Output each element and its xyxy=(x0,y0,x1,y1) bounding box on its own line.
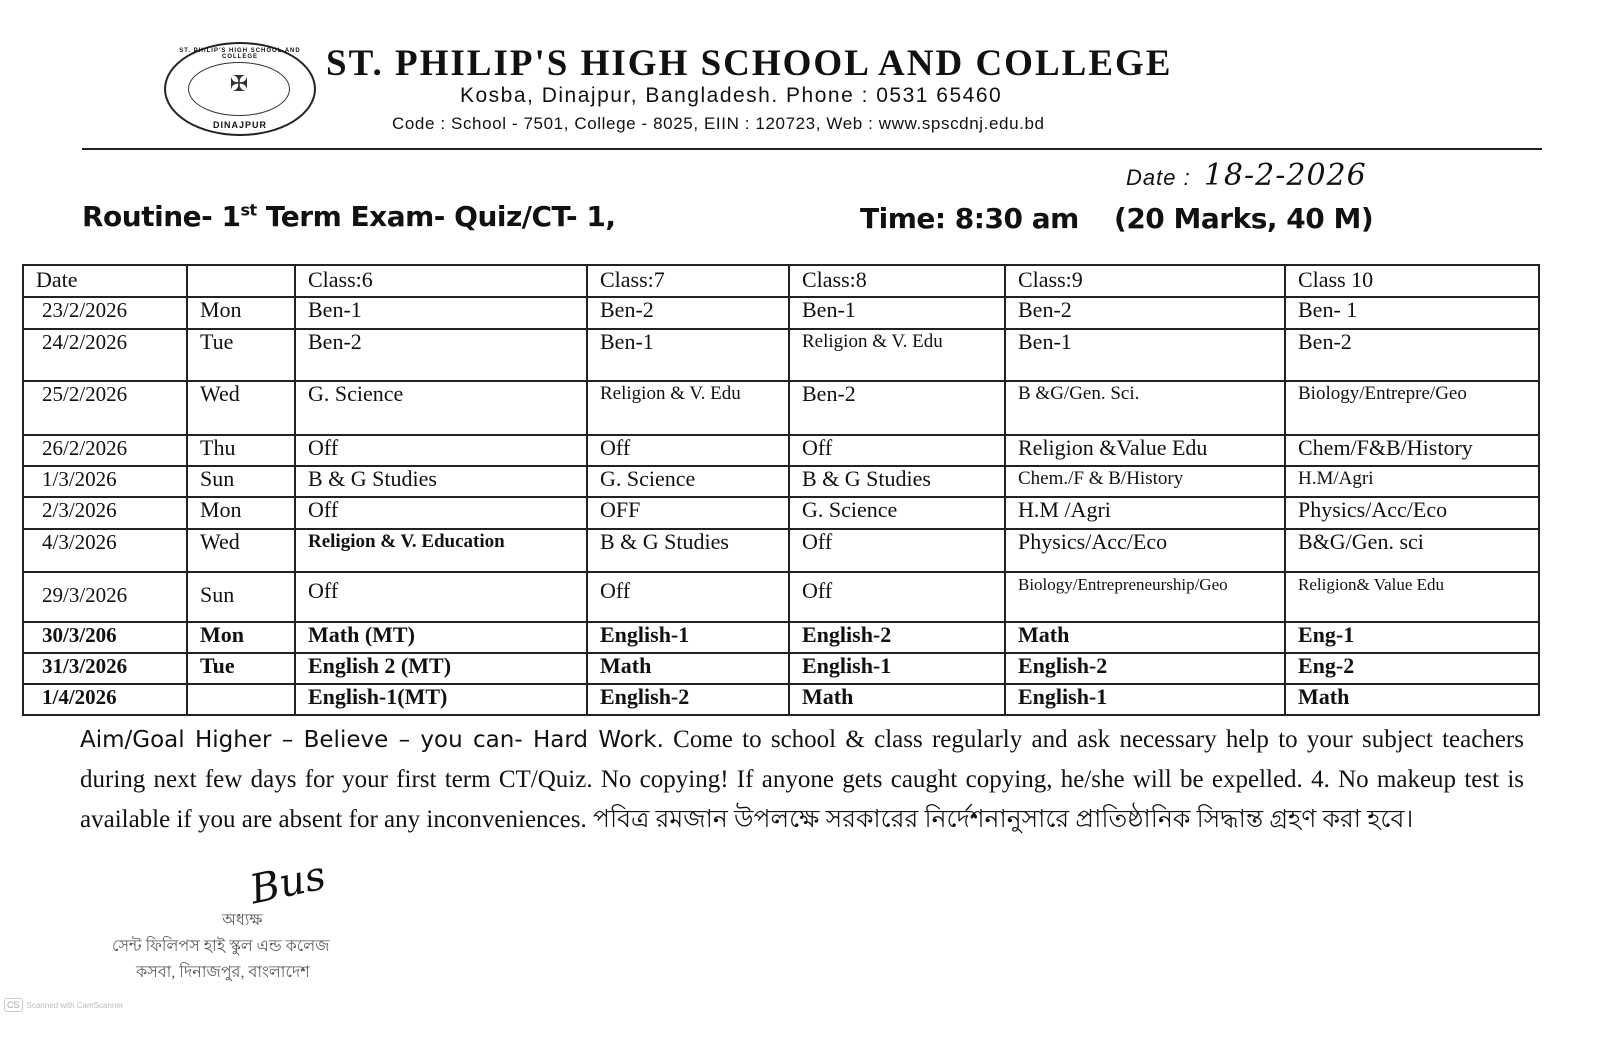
cell-class-8: B & G Studies xyxy=(789,466,1005,497)
cell-class-6: English-1(MT) xyxy=(295,684,587,715)
issue-date xyxy=(1126,158,1367,193)
header-date: Date xyxy=(23,265,187,297)
school-name: ST. PHILIP'S HIGH SCHOOL AND COLLEGE xyxy=(326,43,1173,84)
cell-class-9: Chem./F & B/History xyxy=(1005,466,1285,497)
cell-class-6: B & G Studies xyxy=(295,466,587,497)
cell-class-10: Chem/F&B/History xyxy=(1285,435,1539,466)
cell-day: Tue xyxy=(187,653,295,684)
cell-class-8: Math xyxy=(789,684,1005,715)
cell-date: 4/3/2026 xyxy=(23,529,187,572)
school-codes: Code : School - 7501, College - 8025, EIIN : 120723, Web : www.spscdnj.edu.bd xyxy=(392,114,1045,133)
cell-day: Thu xyxy=(187,435,295,466)
cell-day: Wed xyxy=(187,529,295,572)
cell-class-6: Off xyxy=(295,572,587,622)
cell-date: 23/2/2026 xyxy=(23,297,187,329)
motto-text: Aim/Goal Higher – Believe – you can- Hard Work. xyxy=(80,727,664,753)
cell-class-10: B&G/Gen. sci xyxy=(1285,529,1539,572)
header-divider xyxy=(82,148,1542,150)
table-row xyxy=(23,653,1539,684)
header-class-10: Class 10 xyxy=(1285,265,1539,297)
cell-class-8: Ben-2 xyxy=(789,381,1005,435)
table-row xyxy=(23,381,1539,435)
cell-class-6: English 2 (MT) xyxy=(295,653,587,684)
stamp-role: অধ্যক্ষ xyxy=(222,912,263,929)
cell-date: 2/3/2026 xyxy=(23,497,187,529)
cell-class-8: Off xyxy=(789,435,1005,466)
cell-class-10: Ben- 1 xyxy=(1285,297,1539,329)
table-row xyxy=(23,329,1539,381)
header-class-8: Class:8 xyxy=(789,265,1005,297)
cell-date: 26/2/2026 xyxy=(23,435,187,466)
school-seal-icon xyxy=(164,42,316,136)
cell-date: 25/2/2026 xyxy=(23,381,187,435)
cell-date: 29/3/2026 xyxy=(23,572,187,622)
cell-class-8: Off xyxy=(789,572,1005,622)
cell-class-7: English-2 xyxy=(587,684,789,715)
cell-class-6: Off xyxy=(295,435,587,466)
cell-class-8: G. Science xyxy=(789,497,1005,529)
cell-class-9: English-2 xyxy=(1005,653,1285,684)
cell-class-7: Off xyxy=(587,572,789,622)
instructions-body: Come to school & class regularly and ask necessary help to your subject teachers during next few days for your first term CT/Quiz. No copying! If anyone gets caught copying, he/she will be expelled. 4. No makeup test is available if you are absent for any inconveniences. পবিত্র রমজান উপলক্ষে সরকারের নির্দেশনানুসারে প্রাতিষ্ঠানিক সিদ্ধান্ত গ্রহণ করা হবে। xyxy=(80,726,1524,833)
exam-routine-table xyxy=(22,264,1540,716)
cell-class-9: Physics/Acc/Eco xyxy=(1005,529,1285,572)
page-title xyxy=(82,200,616,233)
school-address: Kosba, Dinajpur, Bangladesh. Phone : 0531 65460 xyxy=(460,84,1003,107)
table-row xyxy=(23,529,1539,572)
cell-class-6: Ben-1 xyxy=(295,297,587,329)
date-value: 18-2-2026 xyxy=(1203,158,1367,193)
cell-class-9: Ben-2 xyxy=(1005,297,1285,329)
table-row xyxy=(23,622,1539,653)
cell-class-8: Off xyxy=(789,529,1005,572)
title-prefix: Routine- 1 xyxy=(82,200,241,233)
cell-day: Wed xyxy=(187,381,295,435)
book-cross-icon: ✠ xyxy=(229,71,249,96)
camscanner-icon: CS xyxy=(4,998,23,1012)
cell-class-8: Ben-1 xyxy=(789,297,1005,329)
cell-class-10: Biology/Entrepre/Geo xyxy=(1285,381,1539,435)
cell-class-10: Eng-2 xyxy=(1285,653,1539,684)
letterhead xyxy=(160,38,1560,138)
seal-bottom-text: DINAJPUR xyxy=(212,120,267,130)
date-label: Date : xyxy=(1126,165,1191,190)
cell-class-10: Ben-2 xyxy=(1285,329,1539,381)
cell-class-6: G. Science xyxy=(295,381,587,435)
cell-class-9: Math xyxy=(1005,622,1285,653)
scanner-text: Scanned with CamScanner xyxy=(26,1000,124,1010)
cell-class-9: Religion &Value Edu xyxy=(1005,435,1285,466)
cell-class-8: Religion & V. Edu xyxy=(789,329,1005,381)
table-row xyxy=(23,572,1539,622)
cell-class-7: Ben-1 xyxy=(587,329,789,381)
table-row xyxy=(23,684,1539,715)
cell-date: 24/2/2026 xyxy=(23,329,187,381)
cell-class-7: G. Science xyxy=(587,466,789,497)
cell-day xyxy=(187,684,295,715)
cell-day: Mon xyxy=(187,622,295,653)
stamp-line-1: সেন্ট ফিলিপস হাই স্কুল এন্ড কলেজ xyxy=(112,938,330,955)
table-row xyxy=(23,297,1539,329)
stamp-line-2: কসবা, দিনাজপুর, বাংলাদেশ xyxy=(136,964,310,981)
title-suffix: Term Exam- Quiz/CT- 1, xyxy=(256,200,616,233)
cell-class-9: H.M /Agri xyxy=(1005,497,1285,529)
cell-class-10: Eng-1 xyxy=(1285,622,1539,653)
title-sup: st xyxy=(240,200,257,220)
header-class-6: Class:6 xyxy=(295,265,587,297)
instructions-paragraph xyxy=(80,720,1524,840)
cell-day: Sun xyxy=(187,466,295,497)
cell-class-9: English-1 xyxy=(1005,684,1285,715)
header-class-7: Class:7 xyxy=(587,265,789,297)
cell-class-10: H.M/Agri xyxy=(1285,466,1539,497)
cell-class-8: English-1 xyxy=(789,653,1005,684)
cell-class-7: OFF xyxy=(587,497,789,529)
cell-day: Mon xyxy=(187,297,295,329)
cell-class-9: Biology/Entrepreneurship/Geo xyxy=(1005,572,1285,622)
cell-day: Mon xyxy=(187,497,295,529)
cell-class-10: Math xyxy=(1285,684,1539,715)
cell-class-6: Ben-2 xyxy=(295,329,587,381)
table-row xyxy=(23,435,1539,466)
cell-class-9: B &G/Gen. Sci. xyxy=(1005,381,1285,435)
cell-class-6: Off xyxy=(295,497,587,529)
table-header-row xyxy=(23,265,1539,297)
scanner-watermark xyxy=(4,998,123,1012)
marks-text: (20 Marks, 40 M) xyxy=(1114,202,1374,235)
cell-class-7: English-1 xyxy=(587,622,789,653)
cell-date: 1/4/2026 xyxy=(23,684,187,715)
header-class-9: Class:9 xyxy=(1005,265,1285,297)
cell-date: 1/3/2026 xyxy=(23,466,187,497)
cell-class-7: Math xyxy=(587,653,789,684)
cell-class-9: Ben-1 xyxy=(1005,329,1285,381)
time-text: Time: 8:30 am xyxy=(860,202,1079,235)
seal-top-text: ST. PHILIP'S HIGH SCHOOL AND COLLEGE xyxy=(179,48,301,60)
cell-class-6: Religion & V. Education xyxy=(295,529,587,572)
table-row xyxy=(23,466,1539,497)
cell-day: Sun xyxy=(187,572,295,622)
cell-date: 31/3/2026 xyxy=(23,653,187,684)
cell-date: 30/3/206 xyxy=(23,622,187,653)
cell-class-6: Math (MT) xyxy=(295,622,587,653)
principal-stamp xyxy=(112,908,329,986)
exam-time xyxy=(860,202,1373,235)
seal-emblem xyxy=(188,62,290,116)
principal-signature: Bus xyxy=(246,852,330,914)
cell-class-7: Ben-2 xyxy=(587,297,789,329)
table-row xyxy=(23,497,1539,529)
cell-class-7: B & G Studies xyxy=(587,529,789,572)
cell-class-8: English-2 xyxy=(789,622,1005,653)
cell-class-10: Physics/Acc/Eco xyxy=(1285,497,1539,529)
cell-class-10: Religion& Value Edu xyxy=(1285,572,1539,622)
cell-class-7: Off xyxy=(587,435,789,466)
cell-day: Tue xyxy=(187,329,295,381)
cell-class-7: Religion & V. Edu xyxy=(587,381,789,435)
header-day xyxy=(187,265,295,297)
